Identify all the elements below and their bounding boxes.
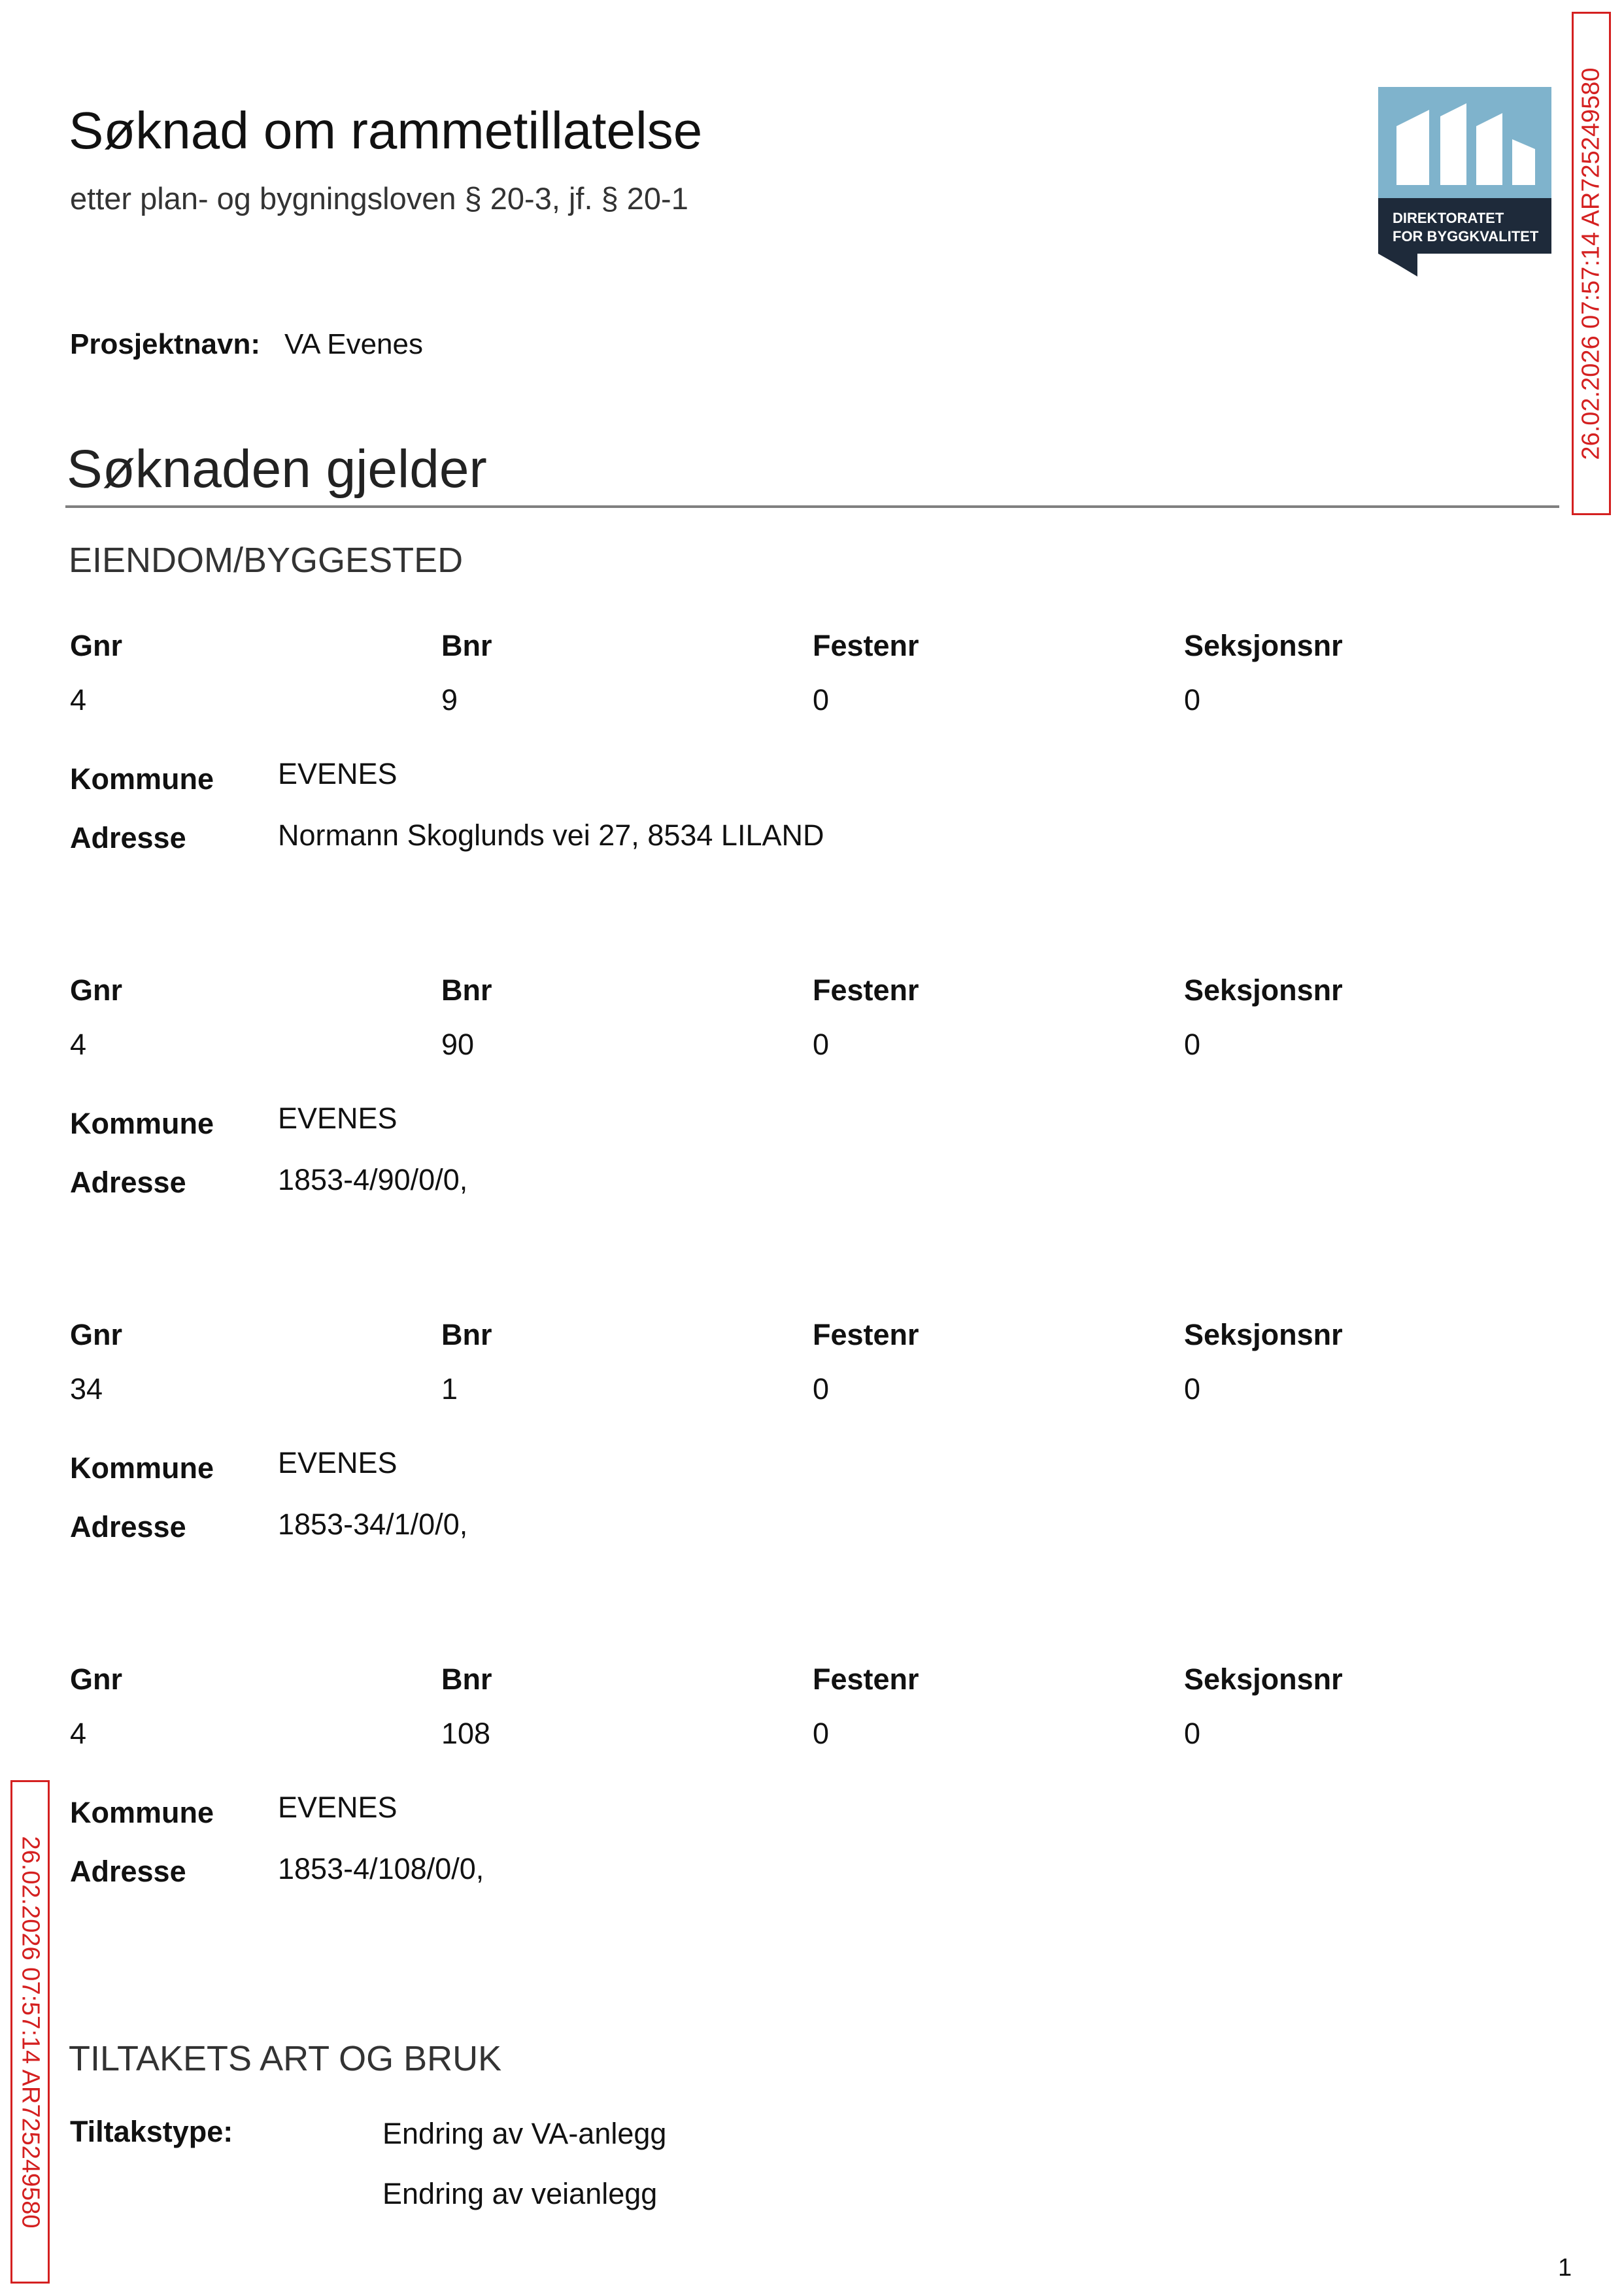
timestamp-stamp-top [1572,12,1611,515]
dibk-logo [1378,87,1551,277]
page-number: 1 [1558,2254,1572,2282]
festenr-label: Festenr [813,629,919,662]
gnr-value: 4 [70,1028,87,1061]
gnr-label: Gnr [70,1318,123,1351]
seksjonsnr-label: Seksjonsnr [1184,1662,1343,1696]
kommune-value: EVENES [278,757,398,790]
festenr-value: 0 [813,1028,830,1061]
kommune-label: Kommune [70,1451,214,1485]
seksjonsnr-label: Seksjonsnr [1184,973,1343,1007]
section-divider [65,505,1559,508]
adresse-label: Adresse [70,1510,186,1543]
timestamp-stamp-text: 26.02.2026 07:57:14 AR725249580 [16,1835,44,2229]
svg-text:DIREKTORATET: DIREKTORATET [1393,210,1504,226]
project-name-label: Prosjektnavn: [70,328,260,360]
timestamp-stamp-text: 26.02.2026 07:57:14 AR725249580 [1577,67,1605,460]
document-title: Søknad om rammetillatelse [69,101,703,160]
project-name-value: VA Evenes [284,328,423,360]
tiltakstype-label: Tiltakstype: [70,2115,233,2148]
adresse-value: Normann Skoglunds vei 27, 8534 LILAND [278,818,824,852]
kommune-label: Kommune [70,1107,214,1140]
adresse-label: Adresse [70,1166,186,1199]
kommune-value: EVENES [278,1791,398,1824]
bnr-value: 90 [441,1028,475,1061]
gnr-value: 4 [70,1717,87,1750]
timestamp-stamp-bottom [10,1780,50,2284]
festenr-value: 0 [813,1717,830,1750]
adresse-value: 1853-4/90/0/0, [278,1163,468,1196]
festenr-value: 0 [813,1372,830,1406]
gnr-label: Gnr [70,629,123,662]
section-title: Søknaden gjelder [67,439,487,499]
document-subtitle: etter plan- og bygningsloven § 20-3, jf. § 20-1 [70,181,688,216]
bnr-label: Bnr [441,629,492,662]
svg-text:FOR BYGGKVALITET: FOR BYGGKVALITET [1393,228,1539,245]
seksjonsnr-label: Seksjonsnr [1184,1318,1343,1351]
seksjonsnr-value: 0 [1184,1372,1201,1406]
adresse-value: 1853-4/108/0/0, [278,1852,484,1885]
property-heading: EIENDOM/BYGGESTED [69,541,464,580]
kommune-value: EVENES [278,1446,398,1479]
festenr-value: 0 [813,683,830,717]
seksjonsnr-value: 0 [1184,1717,1201,1750]
seksjonsnr-label: Seksjonsnr [1184,629,1343,662]
bnr-value: 9 [441,683,458,717]
adresse-value: 1853-34/1/0/0, [278,1508,468,1541]
bnr-value: 108 [441,1717,491,1750]
bnr-label: Bnr [441,1318,492,1351]
bnr-label: Bnr [441,973,492,1007]
gnr-value: 34 [70,1372,103,1406]
festenr-label: Festenr [813,973,919,1007]
bnr-value: 1 [441,1372,458,1406]
kommune-label: Kommune [70,762,214,796]
gnr-value: 4 [70,683,87,717]
seksjonsnr-value: 0 [1184,1028,1201,1061]
kommune-label: Kommune [70,1796,214,1829]
measure-heading: TILTAKETS ART OG BRUK [69,2039,502,2078]
kommune-value: EVENES [278,1102,398,1135]
tiltakstype-value: Endring av VA-anlegg [382,2117,667,2150]
dibk-logo-icon [1378,87,1551,277]
tiltakstype-value: Endring av veianlegg [382,2177,658,2210]
gnr-label: Gnr [70,973,123,1007]
gnr-label: Gnr [70,1662,123,1696]
festenr-label: Festenr [813,1318,919,1351]
seksjonsnr-value: 0 [1184,683,1201,717]
adresse-label: Adresse [70,821,186,854]
bnr-label: Bnr [441,1662,492,1696]
adresse-label: Adresse [70,1855,186,1888]
festenr-label: Festenr [813,1662,919,1696]
